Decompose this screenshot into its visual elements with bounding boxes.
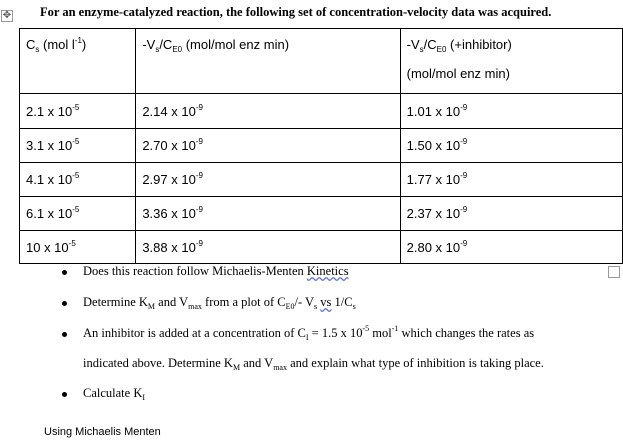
data-table [19, 28, 623, 264]
spellcheck-word[interactable]: Kinetics [306, 264, 349, 278]
list-item: Calculate $K_I$ [62, 386, 544, 416]
table-row: 4.1 x $10^{-5}$ 2.97 x $10^{-9}$ 1.77 x $10^{-9}$ [20, 163, 623, 197]
footer-text: Using Michaelis Menten [44, 426, 161, 438]
table-row: 6.1 x $10^{-5}$ 3.36 x $10^{-9}$ 2.37 x $10^{-9}$ [20, 197, 623, 231]
header-velocity-inhibitor: $-V_s/C_{E0}$ (+inhibitor) (mol/mol enz min) [400, 29, 622, 94]
table-move-handle-icon[interactable]: ✥ [2, 10, 12, 21]
table-header-row [20, 29, 623, 94]
list-item: Does this reaction follow Michaelis-Menten Kinetics [62, 264, 544, 295]
table-resize-handle-icon[interactable] [608, 266, 620, 278]
list-item-continued: indicated above. Determine $K_M$ and $V_{max}$ and explain what type of inhibition is taking place. [83, 356, 544, 372]
header-velocity: $-V_s/C_{E0}$ (mol/mol enz min) [136, 29, 400, 94]
question-list [62, 264, 544, 416]
spellcheck-word-vs[interactable]: vs [320, 295, 332, 309]
question-heading: For an enzyme-catalyzed reaction, the following set of concentration-velocity data was acquired. [40, 5, 552, 19]
list-item: Determine $K_M$ and $V_{max}$ from a plot of $C_{E0}/-$ $V_s$ vs $1/C_s$ [62, 295, 544, 326]
table-row: 2.1 x $10^{-5}$ 2.14 x $10^{-9}$ 1.01 x $10^{-9}$ [20, 94, 623, 129]
table-row: 10 x $10^{-5}$ 3.88 x $10^{-9}$ 2.80 x $10^{-9}$ [20, 231, 623, 264]
list-item: An inhibitor is added at a concentration of $C_I = 1.5$ x $10^{-5}$ mol$^{-1}$ which changes the rates as [62, 326, 544, 356]
header-cs: $C_s$ (mol $l^{-1}$) [20, 29, 136, 94]
table-row: 3.1 x $10^{-5}$ 2.70 x $10^{-9}$ 1.50 x $10^{-9}$ [20, 129, 623, 163]
